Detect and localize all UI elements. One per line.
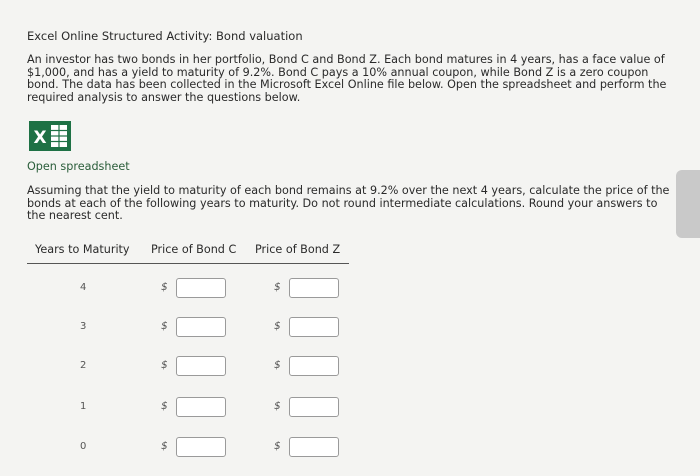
years-to-maturity-value: 3 (80, 321, 87, 332)
currency-symbol: $ (161, 359, 168, 371)
currency-symbol: $ (274, 400, 281, 412)
excel-icon-letter: X (33, 128, 47, 148)
intro-text: An investor has two bonds in her portfolio, Bond C and Bond Z. Each bond matures in 4 years, has a face value of $1,000, and has a yield to maturity of 9.2%. Bond C pays a 10% annual coupon, while Bond Z is a zero coupon bond. The data has been collected in the Microsoft Excel Online file below. Open the spreadsheet and perform the required analysis to answer the questions below. (27, 53, 667, 104)
col-header-years: Years to Maturity (35, 243, 130, 256)
col-header-bond-z: Price of Bond Z (255, 243, 341, 256)
years-to-maturity-value: 0 (80, 441, 87, 452)
years-to-maturity-value: 2 (80, 360, 87, 371)
bond-z-price-input[interactable] (289, 278, 339, 298)
currency-symbol: $ (274, 359, 281, 371)
bond-z-price-input[interactable] (289, 356, 339, 376)
header-divider (27, 263, 349, 264)
currency-symbol: $ (161, 320, 168, 332)
currency-symbol: $ (161, 281, 168, 293)
bond-c-price-input[interactable] (176, 397, 226, 417)
bond-z-price-input[interactable] (289, 397, 339, 417)
bond-c-price-input[interactable] (176, 278, 226, 298)
bond-z-price-input[interactable] (289, 437, 339, 457)
activity-title: Excel Online Structured Activity: Bond valuation (27, 29, 303, 43)
bond-c-price-input[interactable] (176, 356, 226, 376)
years-to-maturity-value: 4 (80, 282, 87, 293)
bond-c-price-input[interactable] (176, 437, 226, 457)
col-header-bond-c: Price of Bond C (151, 243, 237, 256)
question-text: Assuming that the yield to maturity of each bond remains at 9.2% over the next 4 years, calculate the price of the bonds at each of the following years to maturity. Do not round intermediate calculations. Round your answers to the nearest cent. (27, 184, 670, 223)
years-to-maturity-value: 1 (80, 401, 87, 412)
excel-icon[interactable] (29, 121, 71, 151)
currency-symbol: $ (161, 400, 168, 412)
currency-symbol: $ (274, 440, 281, 452)
open-spreadsheet-link[interactable]: Open spreadsheet (27, 160, 130, 173)
currency-symbol: $ (274, 320, 281, 332)
side-panel-tab[interactable] (676, 170, 700, 238)
currency-symbol: $ (161, 440, 168, 452)
bond-z-price-input[interactable] (289, 317, 339, 337)
currency-symbol: $ (274, 281, 281, 293)
bond-c-price-input[interactable] (176, 317, 226, 337)
